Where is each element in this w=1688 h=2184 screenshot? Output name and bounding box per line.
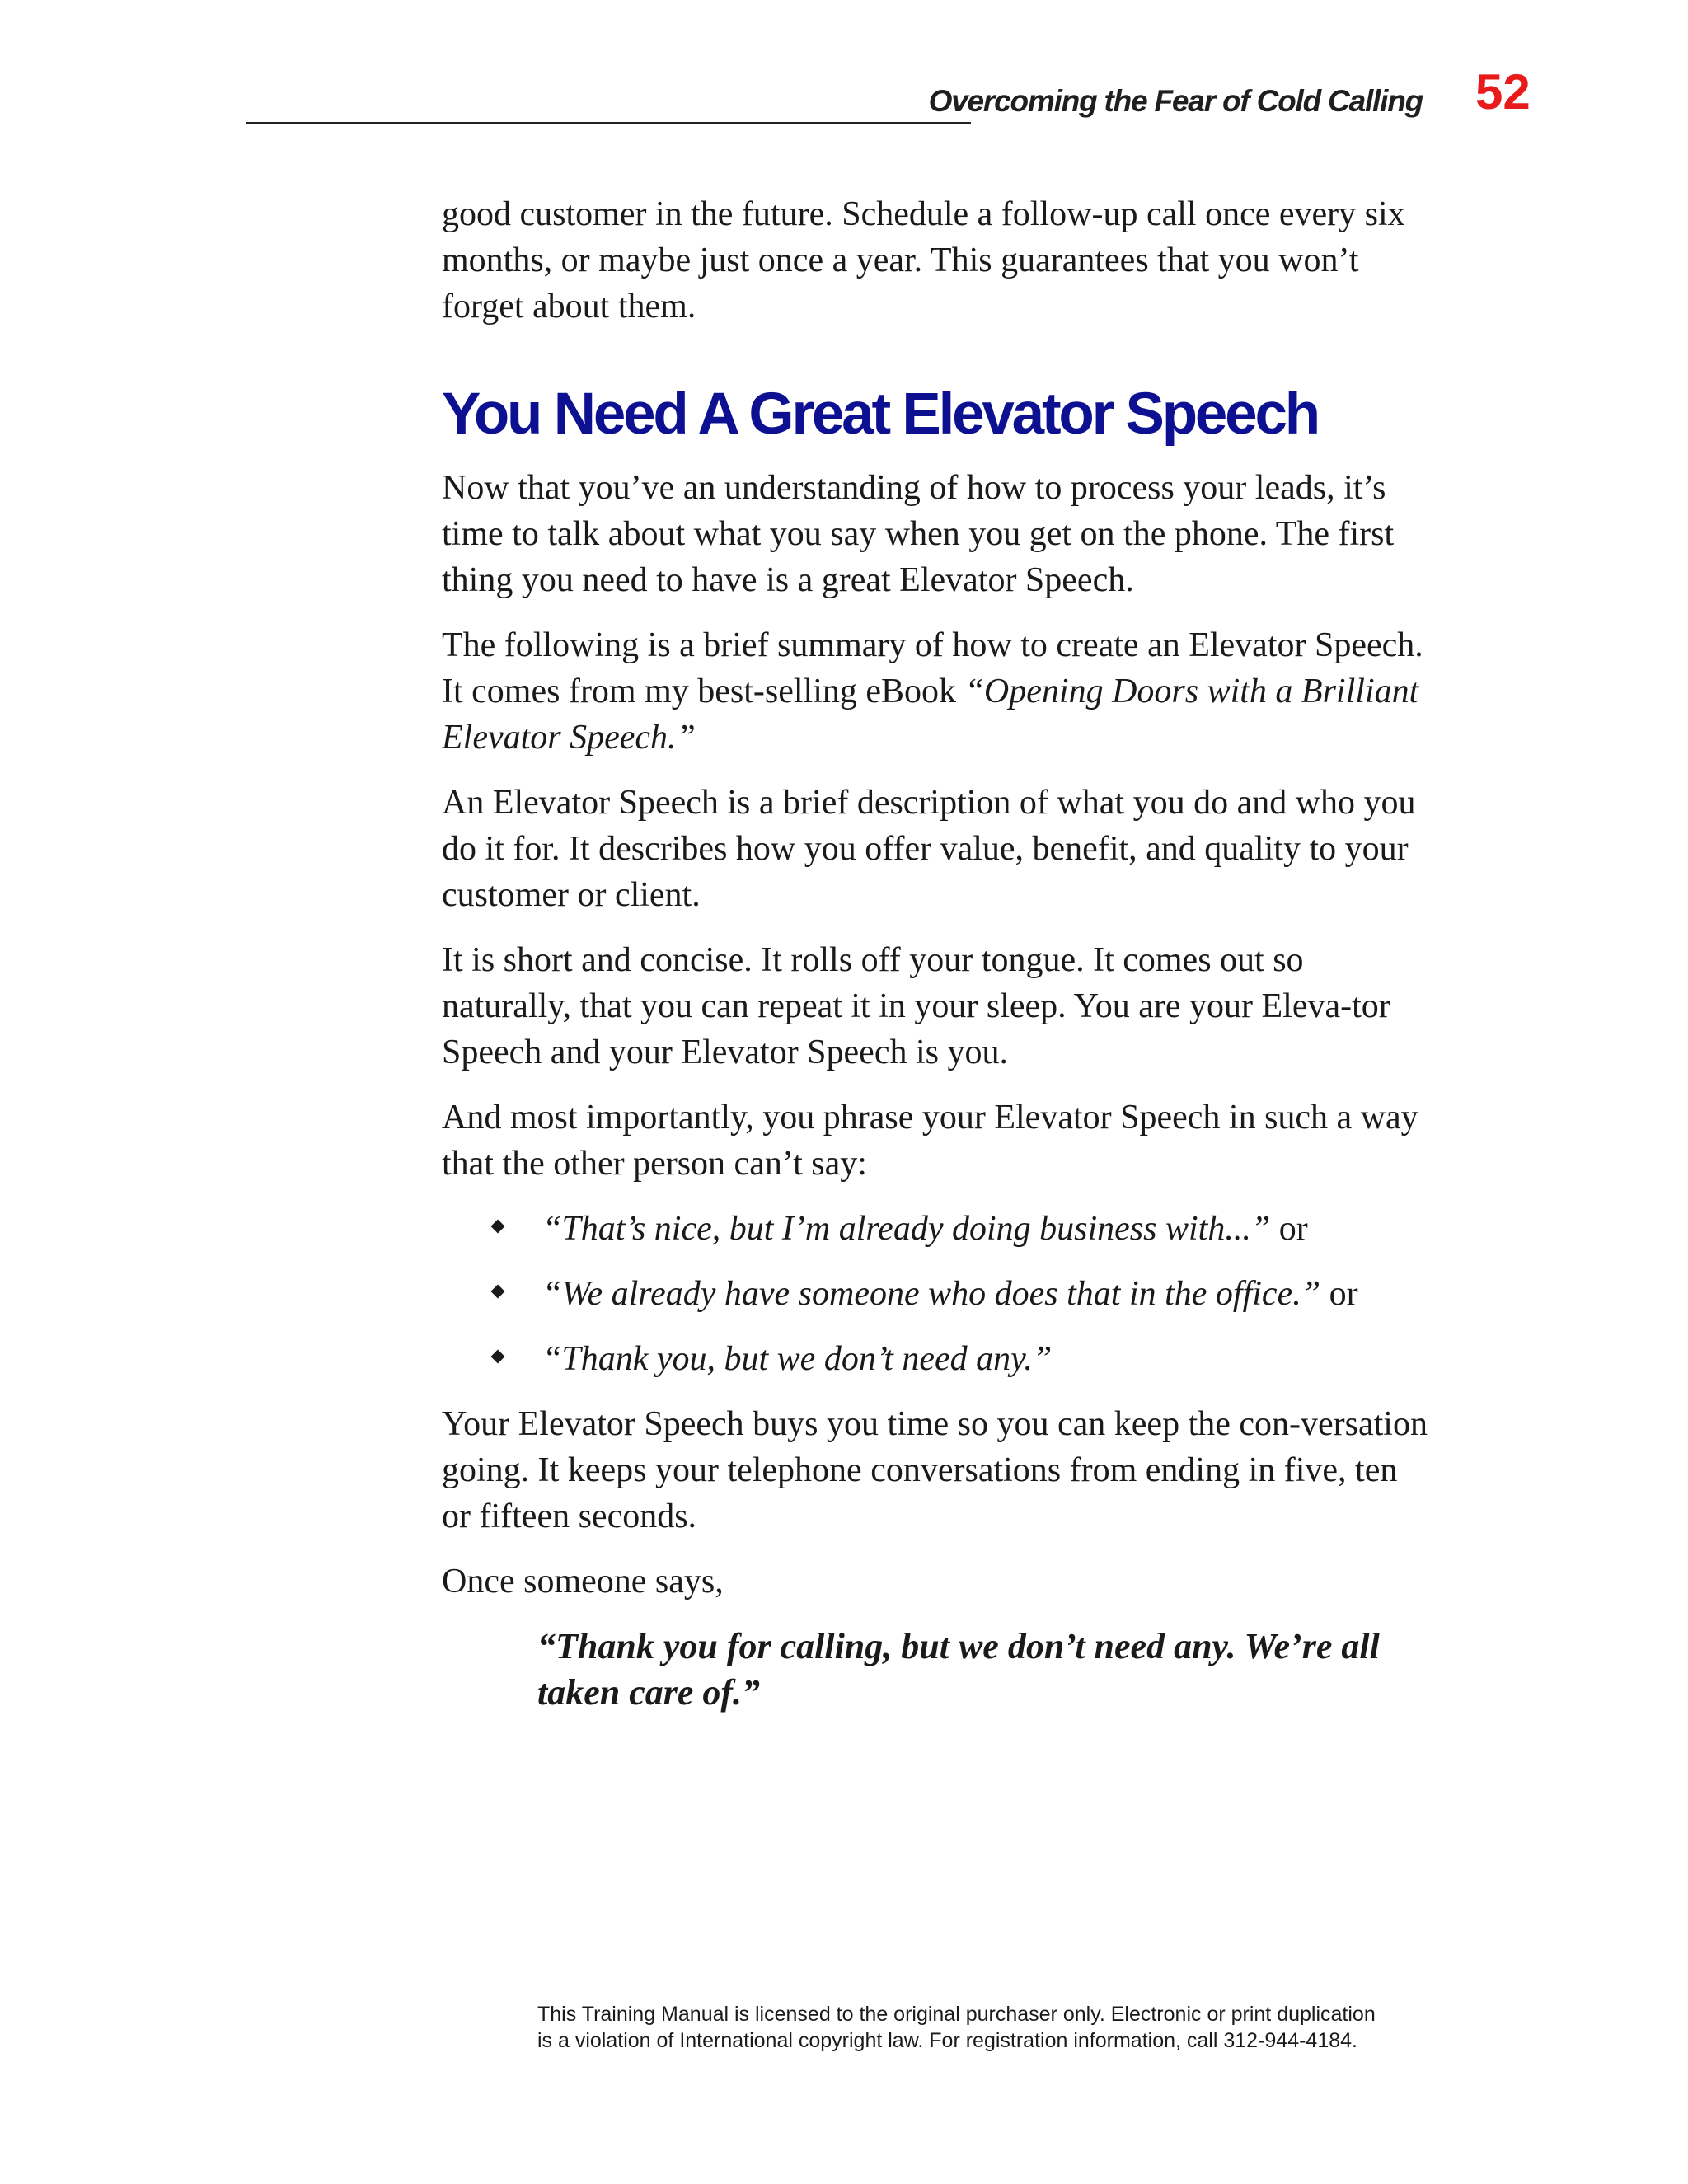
page-number: 52 [1475, 64, 1531, 120]
diamond-bullet-icon [491, 1220, 505, 1234]
paragraph-definition: An Elevator Speech is a brief description of what you do and who you do it for. It describes how you offer value, benefit, and quality to your customer or client. [442, 784, 1416, 914]
paragraph-intro: Now that you’ve an understanding of how to process your leads, it’s time to talk about what you say when you get on the phone. The first thing you need to have is a great Elevator Speech. [442, 469, 1395, 599]
running-title: Overcoming the Fear of Cold Calling [928, 84, 1423, 118]
paragraph-once-someone: Once someone says, [442, 1563, 724, 1601]
objection-quote: “Thank you, but we don’t need any.” [542, 1340, 1053, 1378]
objection-list [442, 1206, 1431, 1382]
objection-suffix: or [1320, 1275, 1358, 1313]
callout-quote: “Thank you for calling, but we don’t need any. We’re all taken care of.” [537, 1626, 1380, 1713]
page-content [442, 191, 1431, 1716]
diamond-bullet-icon [491, 1350, 505, 1364]
objection-quote: “That’s nice, but I’m already doing business with...” [542, 1210, 1271, 1248]
license-footer [537, 2001, 1419, 2054]
paragraph-summary [442, 622, 1431, 761]
ebook-title: “Opening Doors with a Brilliant Elevator Speech.” [442, 673, 1419, 757]
diamond-bullet-icon [491, 1285, 505, 1299]
paragraph-buys-time: Your Elevator Speech buys you time so you can keep the con-versation going. It keeps your telephone conversations from ending in five, ten or fifteen seconds. [442, 1405, 1428, 1535]
footer-line-2: is a violation of International copyright law. For registration information, call 312-944-4184. [537, 2029, 1357, 2052]
objection-suffix: or [1270, 1210, 1308, 1248]
paragraph-concise: It is short and concise. It rolls off your tongue. It comes out so naturally, that you can repeat it in your sleep. You are your Eleva-tor Speech and your Elevator Speech is you. [442, 941, 1390, 1071]
header-rule [246, 122, 971, 124]
paragraph-summary-text: The following is a brief summary of how to create an Elevator Speech. It comes from my best-selling eBook [442, 626, 1423, 710]
footer-line-1: This Training Manual is licensed to the original purchaser only. Electronic or print duplication [537, 2003, 1376, 2026]
list-item [493, 1271, 1431, 1317]
list-item [493, 1336, 1431, 1382]
objection-quote: “We already have someone who does that in the office.” [542, 1275, 1321, 1313]
paragraph-phrasing: And most importantly, you phrase your Elevator Speech in such a way that the other person can’t say: [442, 1099, 1418, 1183]
paragraph-continuation: good customer in the future. Schedule a follow-up call once every six months, or maybe just once a year. This guarantees that you won’t forget about them. [442, 195, 1405, 326]
list-item [493, 1206, 1431, 1252]
section-heading: You Need A Great Elevator Speech [442, 382, 1318, 447]
